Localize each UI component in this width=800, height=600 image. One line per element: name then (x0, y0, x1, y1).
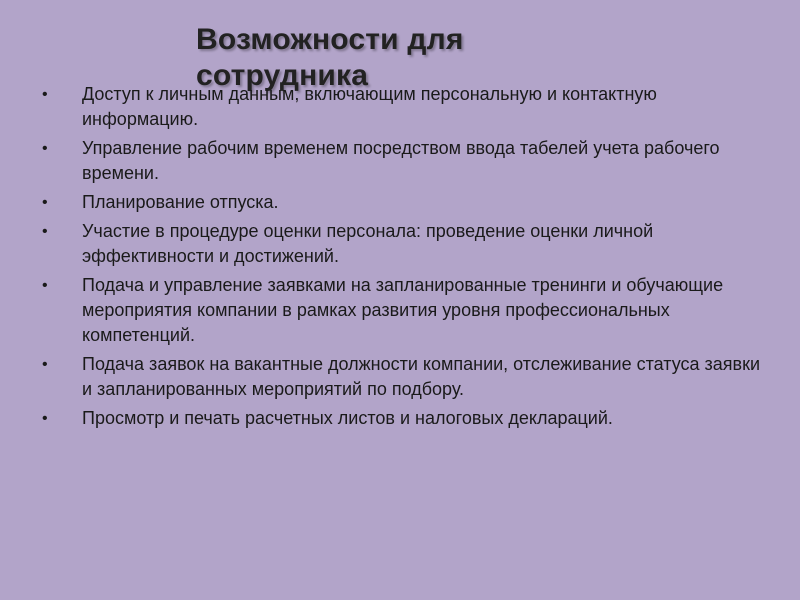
slide-title: Возможности для сотрудника (196, 23, 464, 92)
bullet-item-personal-data: • Доступ к личным данным, включающим персональную и контактную информацию. (40, 82, 770, 132)
bullet-item-performance-review: • Участие в процедуре оценки персонала: проведение оценки личной эффективности и достижений. (40, 219, 770, 269)
bullet-item-time-management: • Управление рабочим временем посредством ввода табелей учета рабочего времени. (40, 136, 770, 186)
bullet-item-training-requests: • Подача и управление заявками на запланированные тренинги и обучающие мероприятия компании в рамках развития уровня профессиональных компетенций. (40, 273, 770, 348)
bullet-item-vacation-planning: • Планирование отпуска. (40, 190, 770, 215)
bullet-item-payslips: • Просмотр и печать расчетных листов и налоговых деклараций. (40, 406, 770, 431)
bullet-list (40, 82, 770, 435)
bullet-item-vacancy-applications: • Подача заявок на вакантные должности компании, отслеживание статуса заявки и запланированных мероприятий по подбору. (40, 352, 770, 402)
